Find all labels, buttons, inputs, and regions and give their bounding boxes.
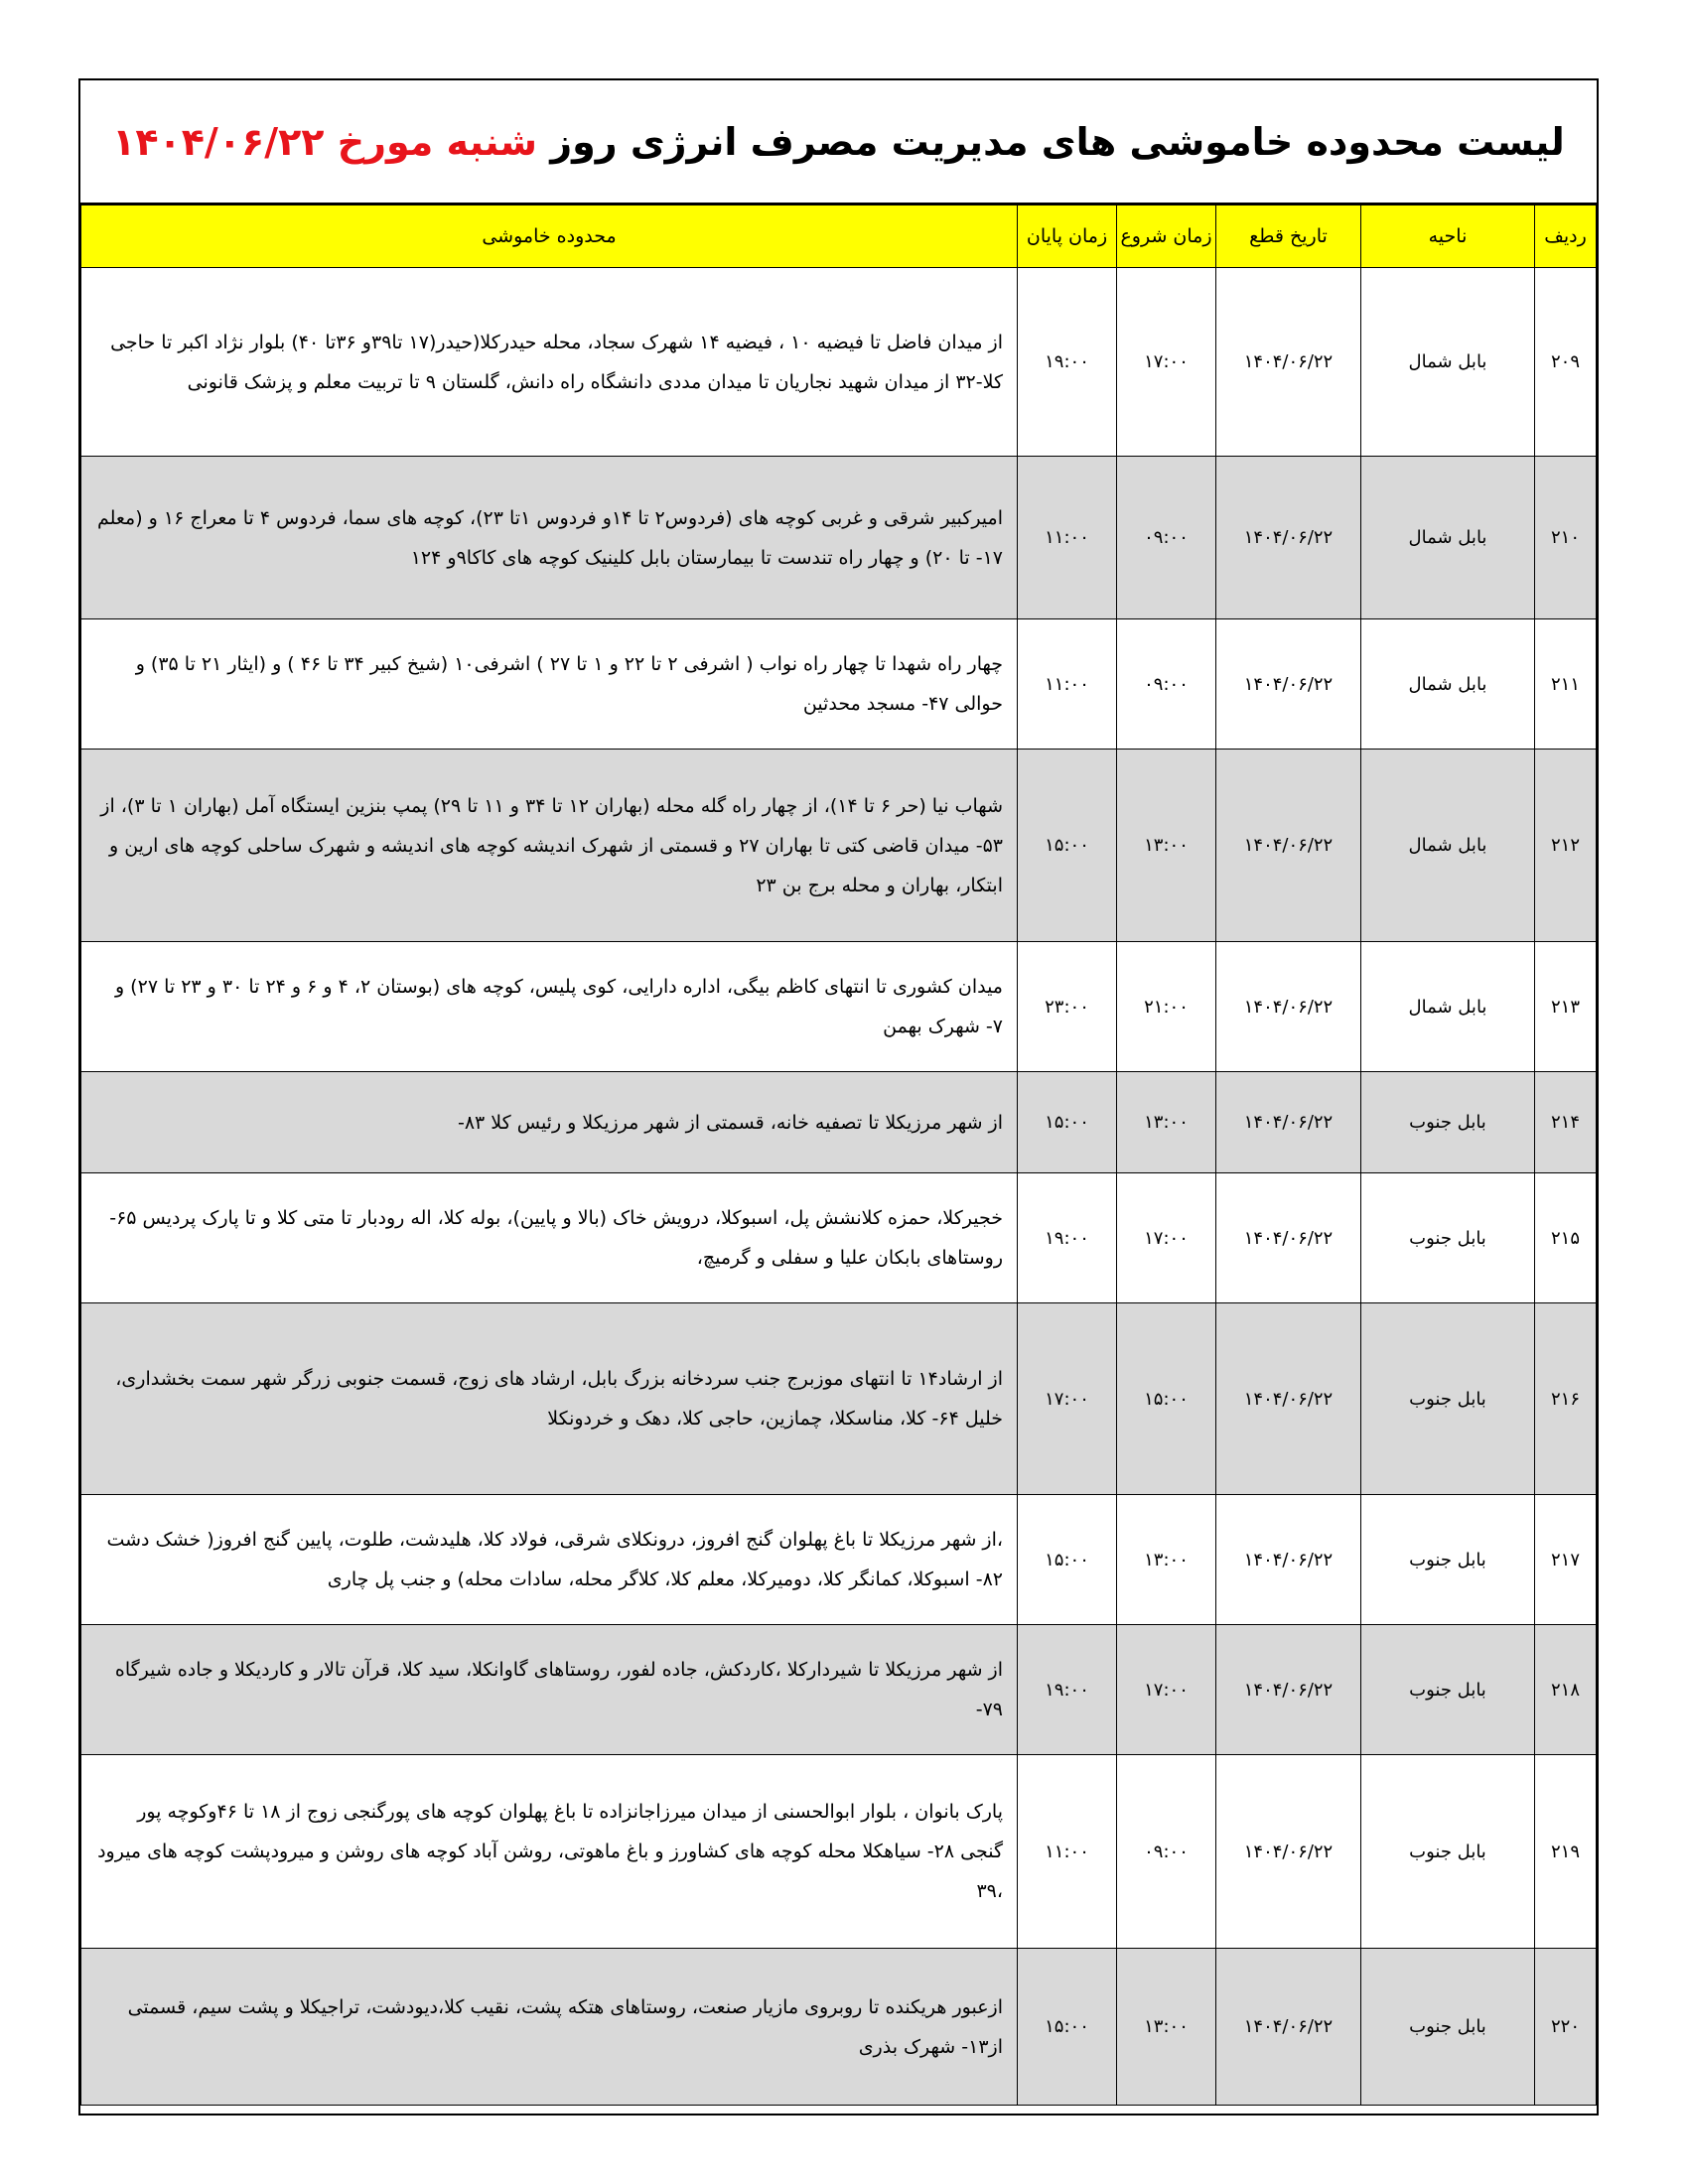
header-end-time: زمان پایان	[1018, 205, 1117, 268]
cell-outage-area: خجیرکلا، حمزه کلانشش پل، اسبوکلا، درویش خاک (بالا و پایین)، بوله کلا، اله رودبار تا متی کلا و تا پارک پردیس ۶۵- روستاهای بابکان علیا و سفلی و گرمیچ،	[81, 1173, 1018, 1303]
cell-row-number: ۲۲۰	[1535, 1949, 1597, 2106]
cell-end-time: ۱۱:۰۰	[1018, 619, 1117, 750]
cell-outage-area: از شهر مرزیکلا تا تصفیه خانه، قسمتی از شهر مرزیکلا و رئیس کلا ۸۳-	[81, 1072, 1018, 1173]
cell-end-time: ۱۵:۰۰	[1018, 1949, 1117, 2106]
cell-row-number: ۲۱۶	[1535, 1303, 1597, 1495]
cell-outage-area: شهاب نیا (حر ۶ تا ۱۴)، از چهار راه گله محله (بهاران ۱۲ تا ۳۴ و ۱۱ تا ۲۹) پمپ بنزین ایستگاه آمل (بهاران ۱ تا ۳)، از ۵۳- میدان قاضی کتی تا بهاران ۲۷ و قسمتی از شهرک اندیشه کوچه های اندیشه و شهرک ساحلی کوچه های ارین و ابتکار، بهاران و محله برج بن ۲۳	[81, 750, 1018, 942]
cell-start-time: ۱۵:۰۰	[1117, 1303, 1216, 1495]
header-start-time: زمان شروع	[1117, 205, 1216, 268]
cell-row-number: ۲۱۹	[1535, 1755, 1597, 1949]
cell-district: بابل جنوب	[1361, 1755, 1535, 1949]
cell-end-time: ۱۹:۰۰	[1018, 1625, 1117, 1755]
cell-end-time: ۱۵:۰۰	[1018, 750, 1117, 942]
cell-outage-area: میدان کشوری تا انتهای کاظم بیگی، اداره دارایی، کوی پلیس، کوچه های (بوستان ۲، ۴ و ۶ و ۲۴ تا ۳۰ و ۲۳ تا ۲۷) و ۷- شهرک بهمن	[81, 942, 1018, 1072]
cell-start-time: ۱۷:۰۰	[1117, 268, 1216, 457]
cell-end-time: ۱۱:۰۰	[1018, 1755, 1117, 1949]
cell-end-time: ۱۵:۰۰	[1018, 1495, 1117, 1625]
cell-row-number: ۲۱۷	[1535, 1495, 1597, 1625]
cell-start-time: ۱۷:۰۰	[1117, 1173, 1216, 1303]
cell-start-time: ۱۳:۰۰	[1117, 1072, 1216, 1173]
cell-date: ۱۴۰۴/۰۶/۲۲	[1216, 1303, 1361, 1495]
header-row-number: ردیف	[1535, 205, 1597, 268]
cell-district: بابل شمال	[1361, 750, 1535, 942]
table-row	[81, 1949, 1597, 2106]
cell-start-time: ۱۷:۰۰	[1117, 1625, 1216, 1755]
title-date: شنبه مورخ ۱۴۰۴/۰۶/۲۲	[112, 119, 537, 164]
cell-start-time: ۰۹:۰۰	[1117, 619, 1216, 750]
header-district: ناحیه	[1361, 205, 1535, 268]
cell-district: بابل جنوب	[1361, 1173, 1535, 1303]
cell-district: بابل شمال	[1361, 942, 1535, 1072]
cell-date: ۱۴۰۴/۰۶/۲۲	[1216, 268, 1361, 457]
cell-end-time: ۱۱:۰۰	[1018, 457, 1117, 619]
cell-start-time: ۱۳:۰۰	[1117, 750, 1216, 942]
cell-district: بابل جنوب	[1361, 1303, 1535, 1495]
cell-row-number: ۲۰۹	[1535, 268, 1597, 457]
cell-row-number: ۲۱۰	[1535, 457, 1597, 619]
cell-start-time: ۱۳:۰۰	[1117, 1949, 1216, 2106]
outage-table	[80, 205, 1597, 2106]
cell-row-number: ۲۱۴	[1535, 1072, 1597, 1173]
cell-row-number: ۲۱۳	[1535, 942, 1597, 1072]
cell-outage-area: از میدان فاضل تا فیضیه ۱۰ ، فیضیه ۱۴ شهرک سجاد، محله حیدرکلا(حیدر(۱۷ تا۳۹و ۳۶تا ۴۰) بلوار نژاد اکبر تا حاجی کلا-۳۲ از میدان شهید نجاریان تا میدان مددی دانشگاه راه دانش، گلستان ۹ تا تربیت معلم و پزشک قانونی	[81, 268, 1018, 457]
page-title	[112, 120, 1565, 164]
cell-outage-area: امیرکبیر شرقی و غربی کوچه های (فردوس۲ تا ۱۴و فردوس ۱تا ۲۳)، کوچه های سما، فردوس ۴ تا معراج ۱۶ و (معلم ۱۷- تا ۲۰) و چهار راه تندست تا بیمارستان بابل کلینیک کوچه های کاکا۹و ۱۲۴	[81, 457, 1018, 619]
table-row	[81, 1072, 1597, 1173]
cell-outage-area: ازعبور هریکنده تا روبروی مازیار صنعت، روستاهای هتکه پشت، نقیب کلا،دیودشت، تراجیکلا و پشت سیم، قسمتی از۱۳- شهرک بذری	[81, 1949, 1018, 2106]
table-row	[81, 942, 1597, 1072]
header-date: تاریخ قطع	[1216, 205, 1361, 268]
cell-date: ۱۴۰۴/۰۶/۲۲	[1216, 1755, 1361, 1949]
table-row	[81, 750, 1597, 942]
cell-date: ۱۴۰۴/۰۶/۲۲	[1216, 457, 1361, 619]
cell-district: بابل جنوب	[1361, 1949, 1535, 2106]
cell-date: ۱۴۰۴/۰۶/۲۲	[1216, 1495, 1361, 1625]
cell-row-number: ۲۱۸	[1535, 1625, 1597, 1755]
cell-outage-area: از ارشاد۱۴ تا انتهای موزبرج جنب سردخانه بزرگ بابل، ارشاد های زوج، قسمت جنوبی زرگر شهر سمت بخشداری، خلیل ۶۴- کلا، مناسکلا، چمازین، حاجی کلا، دهک و خردونکلا	[81, 1303, 1018, 1495]
cell-district: بابل جنوب	[1361, 1072, 1535, 1173]
cell-outage-area: از شهر مرزیکلا تا شیردارکلا ،کاردکش، جاده لفور، روستاهای گاوانکلا، سید کلا، قرآن تالار و کاردیکلا و جاده شیرگاه ۷۹-	[81, 1625, 1018, 1755]
cell-date: ۱۴۰۴/۰۶/۲۲	[1216, 750, 1361, 942]
cell-start-time: ۰۹:۰۰	[1117, 457, 1216, 619]
cell-start-time: ۰۹:۰۰	[1117, 1755, 1216, 1949]
cell-district: بابل جنوب	[1361, 1625, 1535, 1755]
table-row	[81, 1303, 1597, 1495]
document-sheet	[78, 78, 1599, 2116]
cell-row-number: ۲۱۱	[1535, 619, 1597, 750]
cell-outage-area: ،از شهر مرزیکلا تا باغ پهلوان گنج افروز، درونکلای شرقی، فولاد کلا، هلیدشت، طلوت، پایین گنج افروز( خشک دشت ۸۲- اسبوکلا، کمانگر کلا، دومیرکلا، معلم کلا، کلاگر محله، سادات محله) و جنب پل چاری	[81, 1495, 1018, 1625]
table-header-row	[81, 205, 1597, 268]
cell-end-time: ۱۷:۰۰	[1018, 1303, 1117, 1495]
cell-outage-area: چهار راه شهدا تا چهار راه نواب ( اشرفی ۲ تا ۲۲ و ۱ تا ۲۷ ) اشرفی۱۰ (شیخ کبیر ۳۴ تا ۴۶ ) و (ایثار ۲۱ تا ۳۵) و حوالی ۴۷- مسجد محدثین	[81, 619, 1018, 750]
title-box	[80, 80, 1597, 205]
cell-row-number: ۲۱۵	[1535, 1173, 1597, 1303]
cell-district: بابل شمال	[1361, 457, 1535, 619]
cell-start-time: ۱۳:۰۰	[1117, 1495, 1216, 1625]
cell-district: بابل شمال	[1361, 268, 1535, 457]
cell-district: بابل شمال	[1361, 619, 1535, 750]
table-row	[81, 1495, 1597, 1625]
cell-row-number: ۲۱۲	[1535, 750, 1597, 942]
cell-date: ۱۴۰۴/۰۶/۲۲	[1216, 942, 1361, 1072]
header-outage-area: محدوده خاموشی	[81, 205, 1018, 268]
cell-date: ۱۴۰۴/۰۶/۲۲	[1216, 1173, 1361, 1303]
cell-end-time: ۱۹:۰۰	[1018, 1173, 1117, 1303]
cell-end-time: ۱۹:۰۰	[1018, 268, 1117, 457]
cell-date: ۱۴۰۴/۰۶/۲۲	[1216, 1625, 1361, 1755]
cell-date: ۱۴۰۴/۰۶/۲۲	[1216, 619, 1361, 750]
table-row	[81, 1755, 1597, 1949]
cell-start-time: ۲۱:۰۰	[1117, 942, 1216, 1072]
table-row	[81, 1625, 1597, 1755]
table-row	[81, 268, 1597, 457]
cell-end-time: ۲۳:۰۰	[1018, 942, 1117, 1072]
cell-end-time: ۱۵:۰۰	[1018, 1072, 1117, 1173]
cell-outage-area: پارک بانوان ، بلوار ابوالحسنی از میدان میرزاجانزاده تا باغ پهلوان کوچه های پورگنجی زوج از ۱۸ تا ۴۶وکوچه پور گنجی ۲۸- سیاهکلا محله کوچه های کشاورز و باغ ماهوتی، روشن آباد کوچه های روشن و میرودپشت کوچه های میرود ،۳۹	[81, 1755, 1018, 1949]
table-row	[81, 619, 1597, 750]
title-main: لیست محدوده خاموشی های مدیریت مصرف انرژی روز	[550, 119, 1565, 164]
table-row	[81, 1173, 1597, 1303]
cell-district: بابل جنوب	[1361, 1495, 1535, 1625]
table-row	[81, 457, 1597, 619]
cell-date: ۱۴۰۴/۰۶/۲۲	[1216, 1072, 1361, 1173]
cell-date: ۱۴۰۴/۰۶/۲۲	[1216, 1949, 1361, 2106]
